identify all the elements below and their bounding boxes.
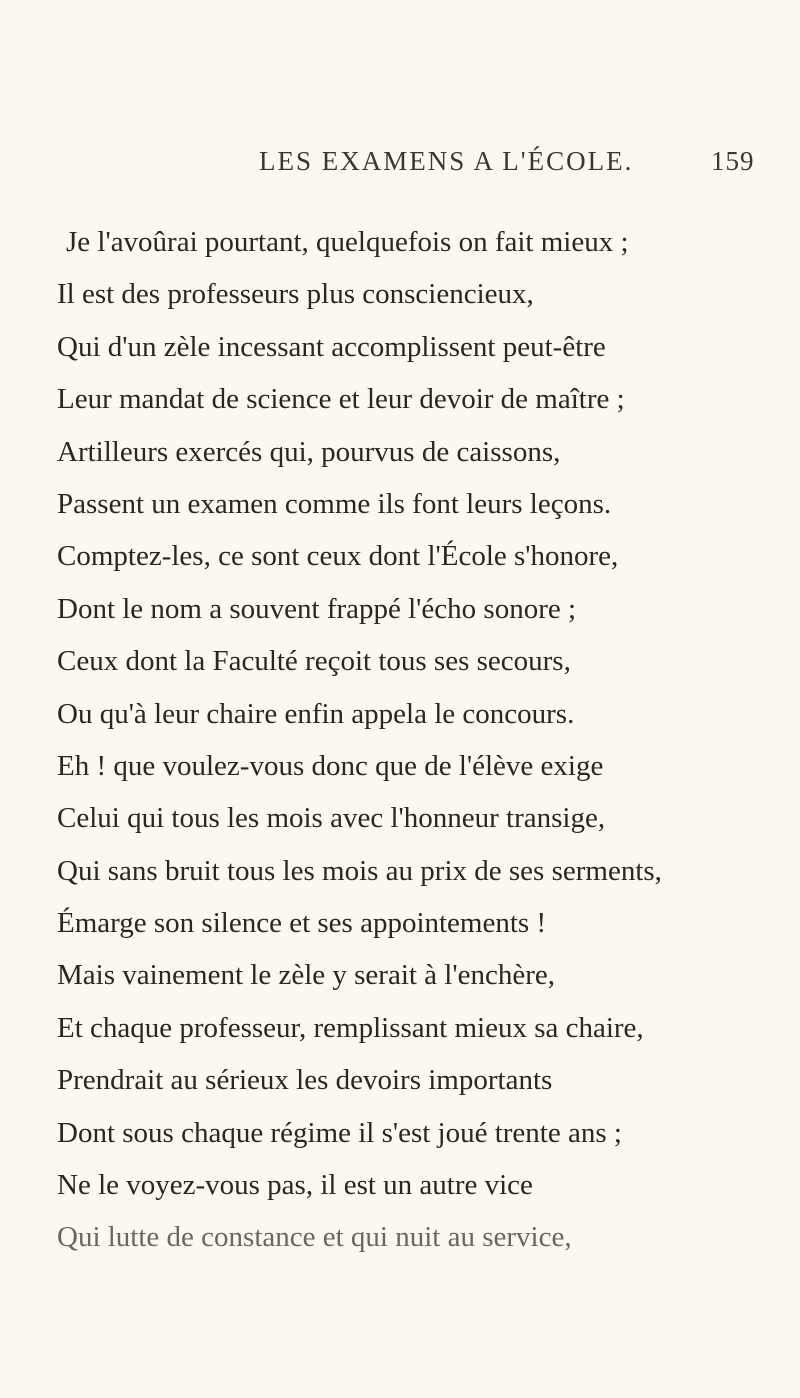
poem-line: Mais vainement le zèle y serait à l'enchère, bbox=[57, 959, 555, 992]
poem-line: Dont le nom a souvent frappé l'écho sonore ; bbox=[57, 592, 577, 625]
running-title: LES EXAMENS A L'ÉCOLE. bbox=[259, 146, 634, 176]
poem-line: Qui sans bruit tous les mois au prix de ses serments, bbox=[57, 854, 662, 887]
running-head bbox=[0, 146, 800, 186]
poem-line: Émarge son silence et ses appointements ! bbox=[57, 907, 547, 940]
poem-line: Artilleurs exercés qui, pourvus de caissons, bbox=[57, 435, 561, 468]
poem-line: Eh ! que voulez-vous donc que de l'élève exige bbox=[57, 749, 604, 782]
poem-line: Il est des professeurs plus consciencieux, bbox=[57, 278, 534, 311]
poem-line: Et chaque professeur, remplissant mieux sa chaire, bbox=[57, 1011, 644, 1044]
poem-line: Ou qu'à leur chaire enfin appela le concours. bbox=[57, 697, 575, 730]
poem-line: Ceux dont la Faculté reçoit tous ses secours, bbox=[57, 645, 571, 678]
poem-line: Leur mandat de science et leur devoir de maître ; bbox=[57, 383, 625, 416]
poem-line: Dont sous chaque régime il s'est joué trente ans ; bbox=[57, 1116, 622, 1149]
poem-line: Je l'avoûrai pourtant, quelquefois on fait mieux ; bbox=[66, 226, 629, 258]
page-number: 159 bbox=[711, 146, 755, 176]
poem-line: Ne le voyez-vous pas, il est un autre vice bbox=[57, 1169, 533, 1202]
poem-line: Celui qui tous les mois avec l'honneur transige, bbox=[57, 802, 606, 835]
poem-line: Qui lutte de constance et qui nuit au service, bbox=[57, 1221, 572, 1254]
poem-line: Comptez-les, ce sont ceux dont l'École s'honore, bbox=[57, 540, 619, 573]
poem-text bbox=[0, 216, 800, 1264]
poem-line: Passent un examen comme ils font leurs leçons. bbox=[57, 487, 612, 520]
poem-line: Prendrait au sérieux les devoirs importants bbox=[57, 1064, 553, 1097]
poem-line: Qui d'un zèle incessant accomplissent peut-être bbox=[57, 330, 606, 363]
